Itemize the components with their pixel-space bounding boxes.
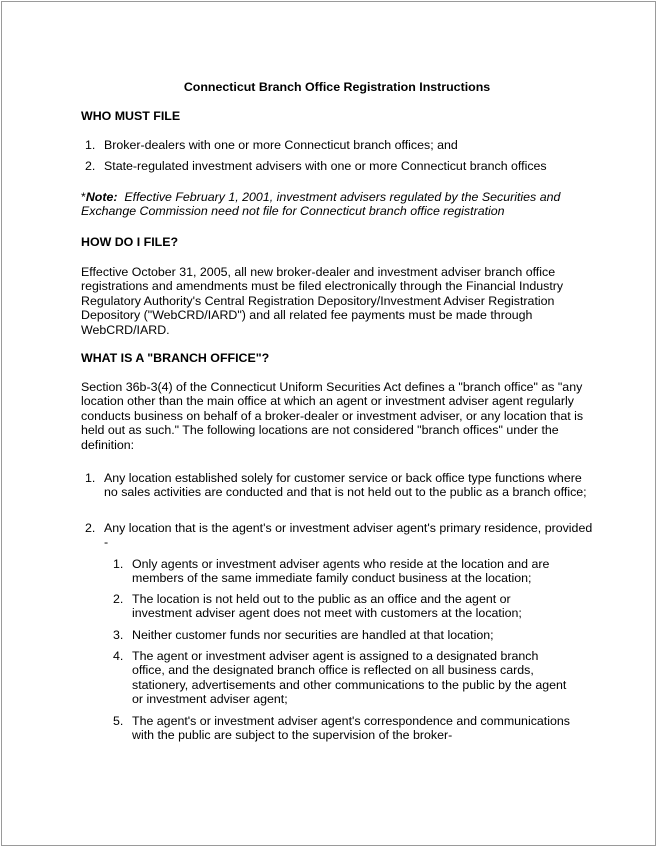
sub-list-item-text: Neither customer funds nor securities are handled at that location; bbox=[132, 628, 494, 642]
heading-branch-office: WHAT IS A "BRANCH OFFICE"? bbox=[81, 351, 270, 365]
note bbox=[81, 190, 591, 219]
sub-list-item: 4. The agent or investment adviser agent is assigned to a designated branch office, and the designated branch office is reflected on all business cards, stationery, advertisements and other communications to the public by the agent or investment adviser agent; bbox=[113, 649, 567, 707]
note-label: Note: bbox=[85, 190, 118, 204]
sub-list-item: 1. Only agents or investment adviser agents who reside at the location and are members of the same immediate family conduct business at the location; bbox=[113, 557, 550, 586]
note-text: Effective February 1, 2001, investment advisers regulated by the Securities and Exchange Commission need not file for Connecticut branch office registration bbox=[81, 190, 561, 219]
list-item-text: Any location that is the agent's or investment adviser agent's primary residence, provided - bbox=[104, 521, 593, 550]
sub-list-item: 3. Neither customer funds nor securities are handled at that location; bbox=[113, 628, 494, 642]
list-item: 1. Broker-dealers with one or more Connecticut branch offices; and bbox=[85, 138, 458, 152]
sub-list-item-text: Only agents or investment adviser agents who reside at the location and are members of the same immediate family conduct business at the location; bbox=[132, 557, 550, 586]
heading-how-do-i-file: HOW DO I FILE? bbox=[81, 235, 179, 249]
list-item-text: Broker-dealers with one or more Connecticut branch offices; and bbox=[104, 138, 458, 152]
list-item: 2. Any location that is the agent's or investment adviser agent's primary residence, provided - bbox=[85, 521, 593, 550]
sub-list-item-text: The location is not held out to the public as an office and the agent or investment adviser agent does not meet with customers at the location; bbox=[132, 592, 522, 621]
branch-office-body: Section 36b-3(4) of the Connecticut Uniform Securities Act defines a "branch office" as "any location other than the main office at which an agent or investment adviser agent regularly conducts business on behalf of a broker-dealer or investment adviser, or any location that is held out as such." The following locations are not considered "branch offices" under the definition: bbox=[81, 380, 584, 452]
note-star: * bbox=[81, 190, 86, 204]
list-item: 1. Any location established solely for customer service or back office type functions where no sales activities are conducted and that is not held out to the public as a branch office; bbox=[85, 471, 587, 500]
how-do-i-file-body: Effective October 31, 2005, all new broker-dealer and investment adviser branch office registrations and amendments must be filed electronically through the Financial Industry Regulatory Authority's Central Registration Depository/Investment Adviser Registration Depository ("WebCRD/IARD") and all related fee payments must be made through WebCRD/IARD. bbox=[81, 265, 564, 337]
sub-list-item-text: The agent's or investment adviser agent's correspondence and communications with the public are subject to the supervision of the broker- bbox=[132, 714, 570, 743]
document-page bbox=[1, 1, 656, 846]
list-item: 2. State-regulated investment advisers with one or more Connecticut branch offices bbox=[85, 159, 547, 173]
heading-who-must-file: WHO MUST FILE bbox=[81, 109, 181, 123]
list-item-text: State-regulated investment advisers with one or more Connecticut branch offices bbox=[104, 159, 547, 173]
list-item-text: Any location established solely for customer service or back office type functions where no sales activities are conducted and that is not held out to the public as a branch office; bbox=[104, 471, 587, 500]
document-title: Connecticut Branch Office Registration Instructions bbox=[183, 80, 491, 94]
sub-list-item-text: The agent or investment adviser agent is assigned to a designated branch office, and the designated branch office is reflected on all business cards, stationery, advertisements and other communications to the public by the agent or investment adviser agent; bbox=[132, 649, 567, 707]
sub-list-item: 5. The agent's or investment adviser agent's correspondence and communications with the public are subject to the supervision of the broker- bbox=[113, 714, 570, 743]
sub-list-item: 2. The location is not held out to the public as an office and the agent or investment adviser agent does not meet with customers at the location; bbox=[113, 592, 522, 621]
